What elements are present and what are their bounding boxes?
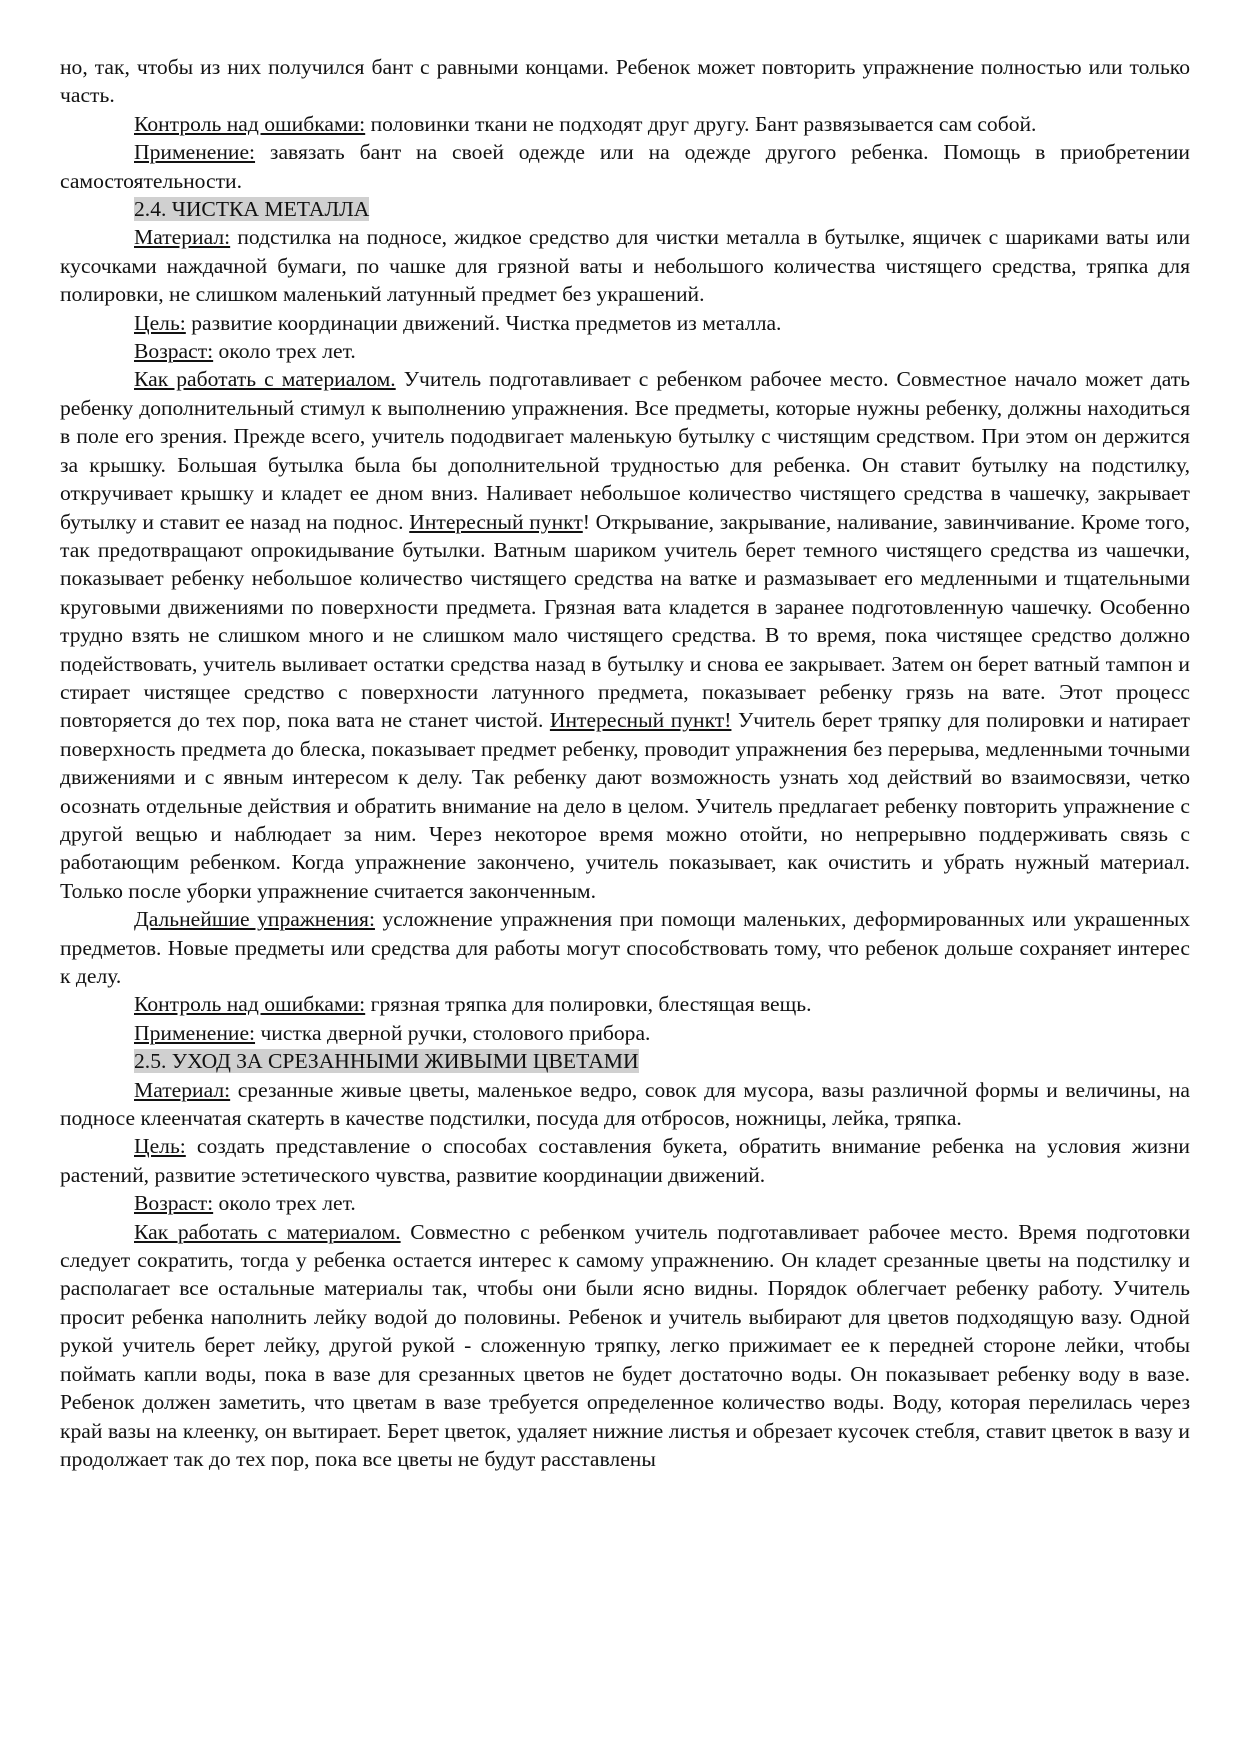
paragraph-text: ! Открывание, закрывание, наливание, завинчивание. Кроме того, так предотвращают опрокидывание бутылки. Ватным шариком учитель берет темного чистящего средства из чашечки, показывает ребенку небольшое количество чистящего средства на ватке и размазывает его медленными и тщательными круговыми движениями по поверхности предмета. Грязная вата кладется в заранее подготовленную чашечку. Особенно трудно взять не слишком много и не слишком мало чистящего средства. В то время, пока чистящее средство должно подействовать, учитель выливает остатки средства назад в бутылку и снова ее закрывает. Затем он берет ватный тампон и стирает чистящее средство с поверхности латунного предмета, показывает ребенку грязь на вате. Этот процесс повторяется до тех пор, пока вата не станет чистой.	[60, 509, 1190, 733]
paragraph-control-2	[60, 990, 1190, 1018]
label-control: Контроль над ошибками:	[134, 992, 366, 1017]
paragraph-how-2	[60, 365, 1190, 905]
section-heading-metal	[60, 195, 1190, 223]
heading-text: 2.4. ЧИСТКА МЕТАЛЛА	[134, 197, 370, 222]
paragraph-control-1	[60, 110, 1190, 138]
label-goal: Цель:	[134, 1134, 186, 1159]
paragraph-text: грязная тряпка для полировки, блестящая вещь.	[365, 992, 812, 1017]
paragraph-age-2	[60, 337, 1190, 365]
label-apply: Применение:	[134, 140, 256, 165]
label-how: Как работать с материалом.	[134, 1219, 401, 1244]
label-age: Возраст:	[134, 1191, 214, 1216]
paragraph-apply-1	[60, 138, 1190, 195]
paragraph-further-2	[60, 905, 1190, 990]
paragraph-text: создать представление о способах составления букета, обратить внимание ребенка на условия жизни растений, развитие эстетического чувства, развитие координации движений.	[60, 1134, 1190, 1187]
paragraph-text: около трех лет.	[213, 339, 356, 364]
heading-text: 2.5. УХОД ЗА СРЕЗАННЫМИ ЖИВЫМИ ЦВЕТАМИ	[134, 1049, 639, 1074]
paragraph-text: усложнение упражнения при помощи маленьких, деформированных или украшенных предметов. Новые предметы или средства для работы могут способствовать тому, что ребенок дольше сохраняет интерес к делу.	[60, 907, 1190, 988]
paragraph-material-3	[60, 1076, 1190, 1133]
label-material: Материал:	[134, 1077, 231, 1102]
paragraph-apply-2	[60, 1019, 1190, 1047]
paragraph-intro	[60, 53, 1190, 110]
label-how: Как работать с материалом.	[134, 367, 396, 392]
label-material: Материал:	[134, 225, 231, 250]
label-goal: Цель:	[134, 310, 186, 335]
paragraph-text: около трех лет.	[213, 1191, 356, 1216]
paragraph-goal-2	[60, 309, 1190, 337]
label-control: Контроль над ошибками:	[134, 111, 366, 136]
label-interest: Интересный пункт	[409, 509, 583, 534]
document-body	[60, 53, 1190, 1473]
paragraph-text: чистка дверной ручки, столового прибора.	[255, 1020, 651, 1045]
paragraph-age-3	[60, 1189, 1190, 1217]
paragraph-material-2	[60, 223, 1190, 308]
paragraph-text: половинки ткани не подходят друг другу. Бант развязывается сам собой.	[365, 111, 1037, 136]
paragraph-text: развитие координации движений. Чистка предметов из металла.	[185, 310, 782, 335]
paragraph-text: завязать бант на своей одежде или на одежде другого ребенка. Помощь в приобретении самостоятельности.	[60, 140, 1190, 193]
paragraph-goal-3	[60, 1132, 1190, 1189]
label-apply: Применение:	[134, 1020, 256, 1045]
paragraph-text: но, так, чтобы из них получился бант с равными концами. Ребенок может повторить упражнение полностью или только часть.	[60, 55, 1190, 108]
paragraph-text: Учитель берет тряпку для полировки и натирает поверхность предмета до блеска, показывает предмет ребенку, проводит упражнения без перерыва, медленными точными движениями и с явным интересом к делу. Так ребенку дают возможность узнать ход действий во взаимосвязи, четко осознать отдельные действия и обратить внимание на дело в целом. Учитель предлагает ребенку повторить упражнение с другой вещью и наблюдает за ним. Через некоторое время можно отойти, но непрерывно поддерживать связь с работающим ребенком. Когда упражнение закончено, учитель показывает, как очистить и убрать нужный материал. Только после уборки упражнение считается законченным.	[60, 708, 1190, 903]
paragraph-text: Совместно с ребенком учитель подготавливает рабочее место. Время подготовки следует сократить, тогда у ребенка остается интерес к самому упражнению. Он кладет срезанные цветы на подстилку и располагает все остальные материалы так, чтобы они были ясно видны. Порядок облегчает ребенку работу. Учитель просит ребенка наполнить лейку водой до половины. Ребенок и учитель выбирают для цветов подходящую вазу. Одной рукой учитель берет лейку, другой рукой - сложенную тряпку, легко прижимает ее к передней стороне лейки, чтобы поймать капли воды, пока в вазе для срезанных цветов не будет достаточно воды. Он показывает ребенку воду в вазе. Ребенок должен заметить, что цветам в вазе требуется определенное количество воды. Воду, которая перелилась через край вазы на клеенку, он вытирает. Берет цветок, удаляет нижние листья и обрезает кусочек стебля, ставит цветок в вазу и продолжает так до тех пор, пока все цветы не будут расставлены	[60, 1219, 1191, 1471]
paragraph-text: подстилка на подносе, жидкое средство для чистки металла в бутылке, ящичек с шариками ваты или кусочками наждачной бумаги, по чашке для грязной ваты и небольшого количества чистящего средства, тряпка для полировки, не слишком маленький латунный предмет без украшений.	[60, 225, 1190, 307]
label-age: Возраст:	[134, 339, 214, 364]
paragraph-text: Учитель подготавливает с ребенком рабочее место. Совместное начало может дать ребенку дополнительный стимул к выполнению упражнения. Все предметы, которые нужны ребенку, должны находиться в поле его зрения. Прежде всего, учитель пододвигает маленькую бутылку с чистящим средством. При этом он держится за крышку. Большая бутылка была бы дополнительной трудностью для ребенка. Он ставит бутылку на подстилку, откручивает крышку и кладет ее дном вниз. Наливает небольшое количество чистящего средства в чашечку, закрывает бутылку и ставит ее назад на поднос.	[60, 367, 1190, 534]
label-interest: Интересный пункт!	[549, 708, 732, 733]
label-further: Дальнейшие упражнения:	[134, 907, 375, 932]
paragraph-text: срезанные живые цветы, маленькое ведро, совок для мусора, вазы различной формы и величины, на подносе клеенчатая скатерть в качестве подстилки, посуда для отбросов, ножницы, лейка, тряпка.	[60, 1077, 1190, 1131]
paragraph-how-3	[60, 1218, 1190, 1474]
section-heading-flowers	[60, 1047, 1190, 1075]
